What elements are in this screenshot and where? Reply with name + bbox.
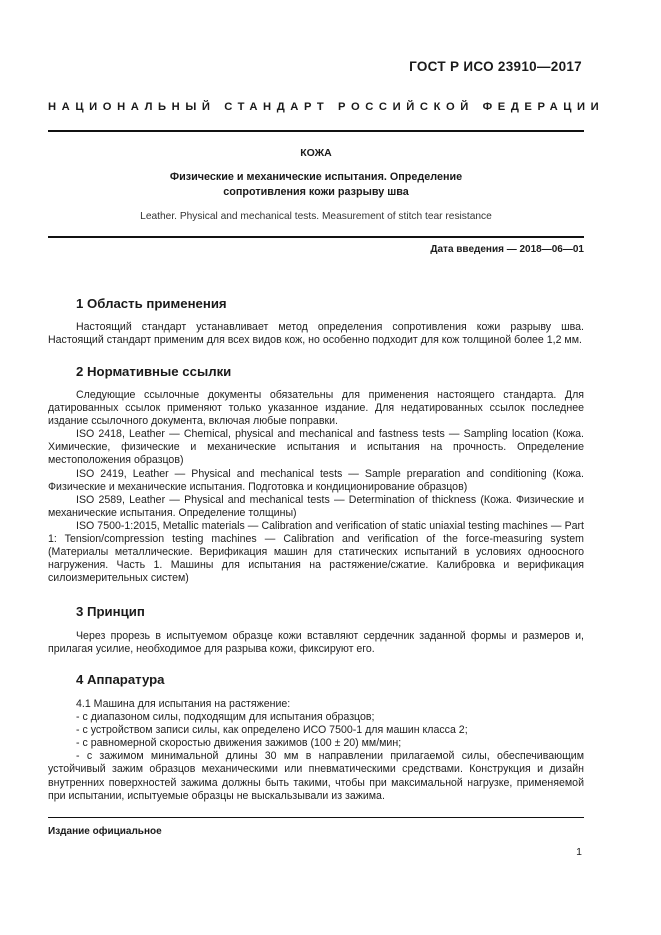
section-1-body (48, 321, 584, 347)
title-russian-line1: Физические и механические испытания. Определение (169, 171, 463, 183)
footer-divider (48, 817, 584, 818)
introduction-date: Дата введения — 2018—06—01 (430, 244, 584, 255)
section-1-heading: 1 Область применения (76, 296, 227, 311)
title-divider (48, 236, 584, 238)
document-title-russian (48, 170, 584, 200)
national-standard-banner: НАЦИОНАЛЬНЫЙ СТАНДАРТ РОССИЙСКОЙ ФЕДЕРАЦИИ (48, 101, 605, 113)
section-3-body (48, 630, 584, 656)
document-title-english: Leather. Physical and mechanical tests. Measurement of stitch tear resistance (140, 211, 492, 222)
section-4-heading: 4 Аппаратура (76, 672, 165, 687)
section-4-body (48, 698, 584, 803)
apparatus-item-2: - с устройством записи силы, как определено ИСО 7500-1 для машин класса 2; (76, 724, 468, 737)
reference-iso-7500-1: ISO 7500-1:2015, Metallic materials — Calibration and verification of static uniaxial testing machines — Part 1: Tension/compression testing machines — Calibration and verification of the force-measuring system (Материалы металлические. Верификация машин для статических испытаний в условиях одноосного нагружения. Часть 1. Машины для испытания на растяжение/сжатие. Калибровка и верификация силоизмерительных систем) (48, 519, 584, 585)
section-3-heading: 3 Принцип (76, 604, 145, 619)
header-divider (48, 130, 584, 132)
section-2-heading: 2 Нормативные ссылки (76, 364, 232, 379)
apparatus-item-3: - с равномерной скоростью движения зажимов (100 ± 20) мм/мин; (76, 737, 402, 750)
section-1-paragraph: Настоящий стандарт устанавливает метод определения сопротивления кожи разрыву шва. Настоящий стандарт применим для всех видов кож, но особенно подходит для кож толщиной более 1,2 мм. (48, 321, 584, 347)
apparatus-item-4: - с зажимом минимальной длины 30 мм в направлении прилагаемой силы, обеспечивающим устойчивый зажим образцов механическими или пневматическими средствами. Конструкция и дизайн внутренних поверхностей зажима должны быть такими, чтобы при максимальной нагрузке, применяемой при испытании, испытуемые образцы не выскальзывали из зажима. (48, 750, 584, 802)
standard-number: ГОСТ Р ИСО 23910—2017 (409, 59, 582, 74)
section-2-body (48, 389, 584, 585)
reference-iso-2419: ISO 2419, Leather — Physical and mechanical tests — Sample preparation and conditioning (Кожа. Физические и механические испытания. Подготовка и кондиционирование образцов) (48, 467, 584, 493)
section-2-intro: Следующие ссылочные документы обязательны для применения настоящего стандарта. Для датированных ссылок применяют только указанное издание. Для недатированных ссылок последнее издание ссылочного документа, включая любые поправки. (48, 389, 584, 428)
document-subject: КОЖА (300, 147, 332, 159)
reference-iso-2418: ISO 2418, Leather — Chemical, physical and mechanical and fastness tests — Sampling location (Кожа. Химические, физические и механические испытания и испытания на прочность. Определение местоположения образцов) (48, 428, 584, 467)
section-3-paragraph: Через прорезь в испытуемом образце кожи вставляют сердечник заданной формы и размеров и, прилагая усилие, необходимое для разрыва кожи, фиксируют его. (48, 630, 584, 656)
apparatus-4-1: 4.1 Машина для испытания на растяжение: (76, 698, 291, 710)
page-number: 1 (576, 846, 582, 858)
title-russian-line2: сопротивления кожи разрыву шва (223, 186, 409, 198)
official-edition-note: Издание официальное (48, 826, 162, 837)
apparatus-item-1: - с диапазоном силы, подходящим для испытания образцов; (76, 711, 375, 724)
reference-iso-2589: ISO 2589, Leather — Physical and mechanical tests — Determination of thickness (Кожа. Физические и механические испытания. Определение толщины) (48, 493, 584, 519)
